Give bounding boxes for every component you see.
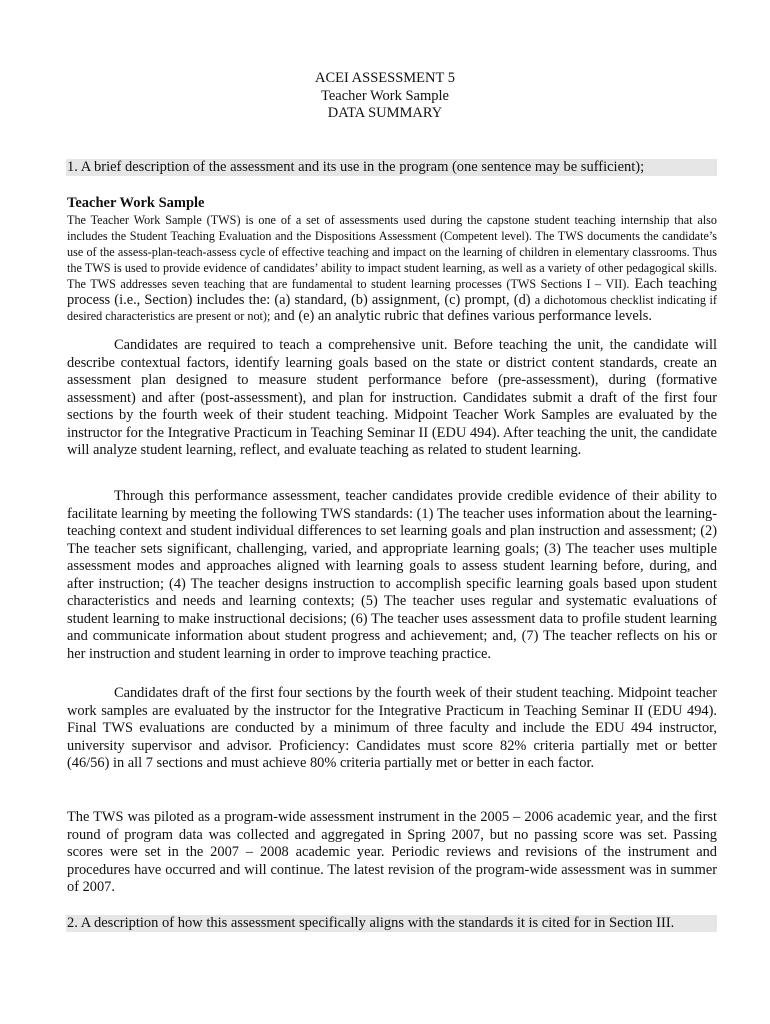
paragraph-history: The TWS was piloted as a program-wide assessment instrument in the 2005 – 2006 academic year, and the first round of program data was collected and aggregated in Spring 2007, but no passing score was set. Passing scores were set in the 2007 – 2008 academic year. Periodic reviews and revisions of the instrument and procedures have occurred and will continue. The latest revision of the program-wide assessment was in summer of 2007. [67,809,717,895]
title-line-1: ACEI ASSESSMENT 5 [315,70,455,86]
section-1-heading: 1. A brief description of the assessment and its use in the program (one sentence may be sufficient); [66,159,717,176]
paragraph-unit-text: Candidates are required to teach a comprehensive unit. Before teaching the unit, the candidate will describe contextual factors, identify learning goals based on the state or district content standards, create an assessment plan designed to measure student performance before (pre-assessment), during (formative assessment) and after (post-assessment), and plan for instruction. Candidates submit a draft of the first four sections by the fourth week of their student teaching. Midpoint Teacher Work Samples are evaluated by the instructor for the Integrative Practicum in Teaching Seminar II (EDU 494). After teaching the unit, the candidate will analyze student learning, reflect, and evaluate teaching as related to student learning. [67,337,717,458]
title-line-3: DATA SUMMARY [327,105,443,121]
intro-small-text: The Teacher Work Sample (TWS) is one of a set of assessments used during the capstone student teaching internship that also includes the Student Teaching Evaluation and the Dispositions Assessment (Competent level). The TWS documents the candidate’s use of the assess-plan-teach-assess cycle of effective teaching and impact on the learning of children in elementary classrooms. Thus the TWS is used to provide evidence of candidates’ ability to impact student learning, as well as a variety of other pedagogical skills. The TWS addresses seven teaching that are fundamental to student learning processes (TWS Sections I – VII). [67,213,717,291]
paragraph-standards-text: Through this performance assessment, teacher candidates provide credible evidence of their ability to facilitate learning by meeting the following TWS standards: (1) The teacher uses information about the learning-teaching context and student individual differences to set learning goals and plan instruction and assessment; (2) The teacher sets significant, challenging, varied, and appropriate learning goals; (3) The teacher uses multiple assessment modes and approaches aligned with learning goals to assess student learning before, during, and after instruction; (4) The teacher designs instruction to accomplish specific learning goals based upon student characteristics and needs and learning contexts; (5) The teacher uses regular and systematic evaluations of student learning to make instructional decisions; (6) The teacher uses assessment data to profile student learning and communicate information about student progress and achievement; and, (7) The teacher reflects on his or her instruction and student learning in order to improve teaching practice. [67,488,717,662]
intro-large-text-1: Each teaching process (i.e., Section) includes the: (a) standard, (b) assignment, (c) prompt, (d) [67,276,717,308]
paragraph-evaluation-text: Candidates draft of the first four sections by the fourth week of their student teaching. Midpoint teacher work samples are evaluated by the instructor for the Integrative Practicum in Teaching Seminar II (EDU 494). Final TWS evaluations are conducted by a minimum of three faculty and include the EDU 494 instructor, university supervisor and advisor. Proficiency: Candidates must score 82% criteria partially met or better (46/56) in all 7 sections and must achieve 80% criteria partially met or better in each factor. [67,685,717,771]
intro-paragraph [67,212,717,324]
intro-large-text-2: and (e) an analytic rubric that defines various performance levels. [270,308,652,324]
section-2-heading: 2. A description of how this assessment specifically aligns with the standards it is cited for in Section III. [66,915,717,932]
intro-small-text-2: a dichotomous checklist indicating if desired characteristics are present or not); [67,293,717,323]
teacher-work-sample-subheading: Teacher Work Sample [67,195,205,211]
document-title-block [0,70,770,123]
paragraph-standards [67,488,717,663]
paragraph-evaluation [67,685,717,773]
title-line-2: Teacher Work Sample [320,87,449,104]
paragraph-unit [67,337,717,460]
